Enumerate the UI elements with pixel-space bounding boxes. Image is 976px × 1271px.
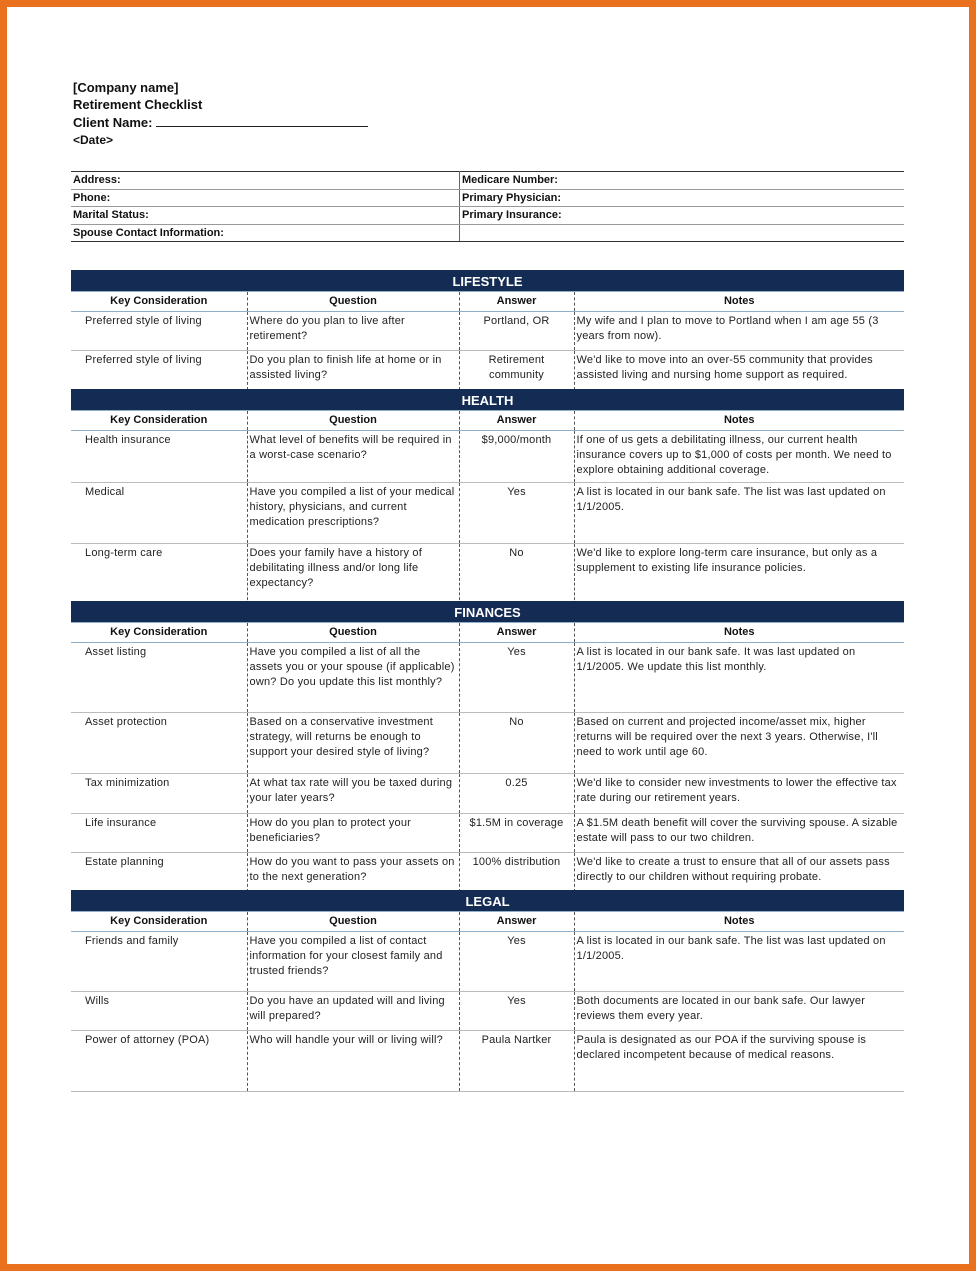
table-row [71, 431, 904, 483]
info-label: Phone: [71, 189, 460, 207]
key-cell: Preferred style of living [71, 312, 247, 351]
key-cell: Medical [71, 483, 247, 544]
answer-cell: $1.5M in coverage [459, 814, 574, 853]
question-cell: Have you compiled a list of all the assets you or your spouse (if applicable) own? Do you update this list monthly? [247, 643, 459, 713]
question-cell: Where do you plan to live after retirement? [247, 312, 459, 351]
section-legal [71, 890, 904, 1092]
date-field: <Date> [73, 133, 114, 147]
client-name-row [73, 114, 368, 131]
section-title: FINANCES [71, 601, 904, 622]
info-label: Address: [71, 172, 460, 190]
table-row [71, 643, 904, 713]
col-header-key: Key Consideration [71, 912, 247, 932]
info-label: Medicare Number: [460, 172, 905, 190]
checklist-table [71, 622, 904, 893]
key-cell: Estate planning [71, 853, 247, 893]
table-header-row [71, 411, 904, 431]
table-row [71, 932, 904, 992]
col-header-question: Question [247, 912, 459, 932]
checklist-table [71, 410, 904, 606]
col-header-notes: Notes [574, 623, 904, 643]
notes-cell: We'd like to create a trust to ensure that all of our assets pass directly to our children without requiring probate. [574, 853, 904, 893]
notes-cell: Based on current and projected income/asset mix, higher returns will be required over the next 3 years. Otherwise, I'll need to work until age 60. [574, 713, 904, 774]
answer-cell: $9,000/month [459, 431, 574, 483]
info-row [71, 172, 904, 190]
notes-cell: A list is located in our bank safe. The list was last updated on 1/1/2005. [574, 483, 904, 544]
question-cell: Who will handle your will or living will? [247, 1031, 459, 1092]
table-header-row [71, 292, 904, 312]
notes-cell: Paula is designated as our POA if the surviving spouse is declared incompetent because of medical reasons. [574, 1031, 904, 1092]
notes-cell: A list is located in our bank safe. The list was last updated on 1/1/2005. [574, 932, 904, 992]
notes-cell: Both documents are located in our bank safe. Our lawyer reviews them every year. [574, 992, 904, 1031]
table-row [71, 713, 904, 774]
answer-cell: Portland, OR [459, 312, 574, 351]
question-cell: Do you plan to finish life at home or in assisted living? [247, 351, 459, 391]
company-name: [Company name] [73, 80, 179, 95]
answer-cell: Yes [459, 643, 574, 713]
info-label: Marital Status: [71, 207, 460, 225]
notes-cell: We'd like to explore long-term care insurance, but only as a supplement to existing life insurance policies. [574, 544, 904, 606]
section-title: LIFESTYLE [71, 270, 904, 291]
col-header-key: Key Consideration [71, 623, 247, 643]
notes-cell: We'd like to move into an over-55 community that provides assisted living and nursing home support as required. [574, 351, 904, 391]
page-title: Retirement Checklist [73, 97, 203, 112]
section-health [71, 389, 904, 606]
table-row [71, 312, 904, 351]
notes-cell: A list is located in our bank safe. It was last updated on 1/1/2005. We update this list monthly. [574, 643, 904, 713]
col-header-answer: Answer [459, 623, 574, 643]
col-header-key: Key Consideration [71, 292, 247, 312]
question-cell: Have you compiled a list of contact information for your closest family and trusted friends? [247, 932, 459, 992]
col-header-notes: Notes [574, 411, 904, 431]
info-label: Spouse Contact Information: [71, 224, 460, 242]
col-header-notes: Notes [574, 912, 904, 932]
notes-cell: A $1.5M death benefit will cover the surviving spouse. A sizable estate will pass to our two children. [574, 814, 904, 853]
key-cell: Health insurance [71, 431, 247, 483]
table-row [71, 992, 904, 1031]
table-row [71, 814, 904, 853]
section-title: HEALTH [71, 389, 904, 410]
key-cell: Asset listing [71, 643, 247, 713]
contact-info-table [71, 171, 904, 242]
col-header-key: Key Consideration [71, 411, 247, 431]
table-row [71, 544, 904, 606]
answer-cell: Yes [459, 932, 574, 992]
table-header-row [71, 623, 904, 643]
question-cell: Do you have an updated will and living will prepared? [247, 992, 459, 1031]
col-header-question: Question [247, 411, 459, 431]
key-cell: Preferred style of living [71, 351, 247, 391]
client-name-field[interactable] [156, 115, 368, 127]
answer-cell: Paula Nartker [459, 1031, 574, 1092]
key-cell: Tax minimization [71, 774, 247, 814]
answer-cell: Yes [459, 992, 574, 1031]
table-row [71, 351, 904, 391]
info-row [71, 224, 904, 242]
info-label [460, 224, 905, 242]
key-cell: Long-term care [71, 544, 247, 606]
col-header-question: Question [247, 623, 459, 643]
section-lifestyle [71, 270, 904, 391]
question-cell: Based on a conservative investment strategy, will returns be enough to support your desired style of living? [247, 713, 459, 774]
key-cell: Power of attorney (POA) [71, 1031, 247, 1092]
col-header-question: Question [247, 292, 459, 312]
key-cell: Asset protection [71, 713, 247, 774]
col-header-answer: Answer [459, 292, 574, 312]
table-row [71, 853, 904, 893]
question-cell: What level of benefits will be required in a worst-case scenario? [247, 431, 459, 483]
client-name-label: Client Name: [73, 115, 153, 130]
answer-cell: 100% distribution [459, 853, 574, 893]
checklist-table [71, 911, 904, 1092]
answer-cell: Retirement community [459, 351, 574, 391]
table-row [71, 1031, 904, 1092]
col-header-notes: Notes [574, 292, 904, 312]
key-cell: Wills [71, 992, 247, 1031]
question-cell: How do you want to pass your assets on to the next generation? [247, 853, 459, 893]
answer-cell: No [459, 713, 574, 774]
col-header-answer: Answer [459, 912, 574, 932]
checklist-table [71, 291, 904, 391]
question-cell: Have you compiled a list of your medical history, physicians, and current medication prescriptions? [247, 483, 459, 544]
section-title: LEGAL [71, 890, 904, 911]
answer-cell: 0.25 [459, 774, 574, 814]
col-header-answer: Answer [459, 411, 574, 431]
info-row [71, 189, 904, 207]
notes-cell: We'd like to consider new investments to lower the effective tax rate during our retirement years. [574, 774, 904, 814]
table-header-row [71, 912, 904, 932]
info-label: Primary Physician: [460, 189, 905, 207]
table-row [71, 774, 904, 814]
key-cell: Life insurance [71, 814, 247, 853]
table-row [71, 483, 904, 544]
answer-cell: Yes [459, 483, 574, 544]
answer-cell: No [459, 544, 574, 606]
info-label: Primary Insurance: [460, 207, 905, 225]
info-row [71, 207, 904, 225]
question-cell: Does your family have a history of debilitating illness and/or long life expectancy? [247, 544, 459, 606]
question-cell: How do you plan to protect your beneficiaries? [247, 814, 459, 853]
key-cell: Friends and family [71, 932, 247, 992]
notes-cell: My wife and I plan to move to Portland when I am age 55 (3 years from now). [574, 312, 904, 351]
notes-cell: If one of us gets a debilitating illness, our current health insurance covers up to $1,000 of costs per month. We need to explore obtaining additional coverage. [574, 431, 904, 483]
question-cell: At what tax rate will you be taxed during your later years? [247, 774, 459, 814]
section-finances [71, 601, 904, 893]
